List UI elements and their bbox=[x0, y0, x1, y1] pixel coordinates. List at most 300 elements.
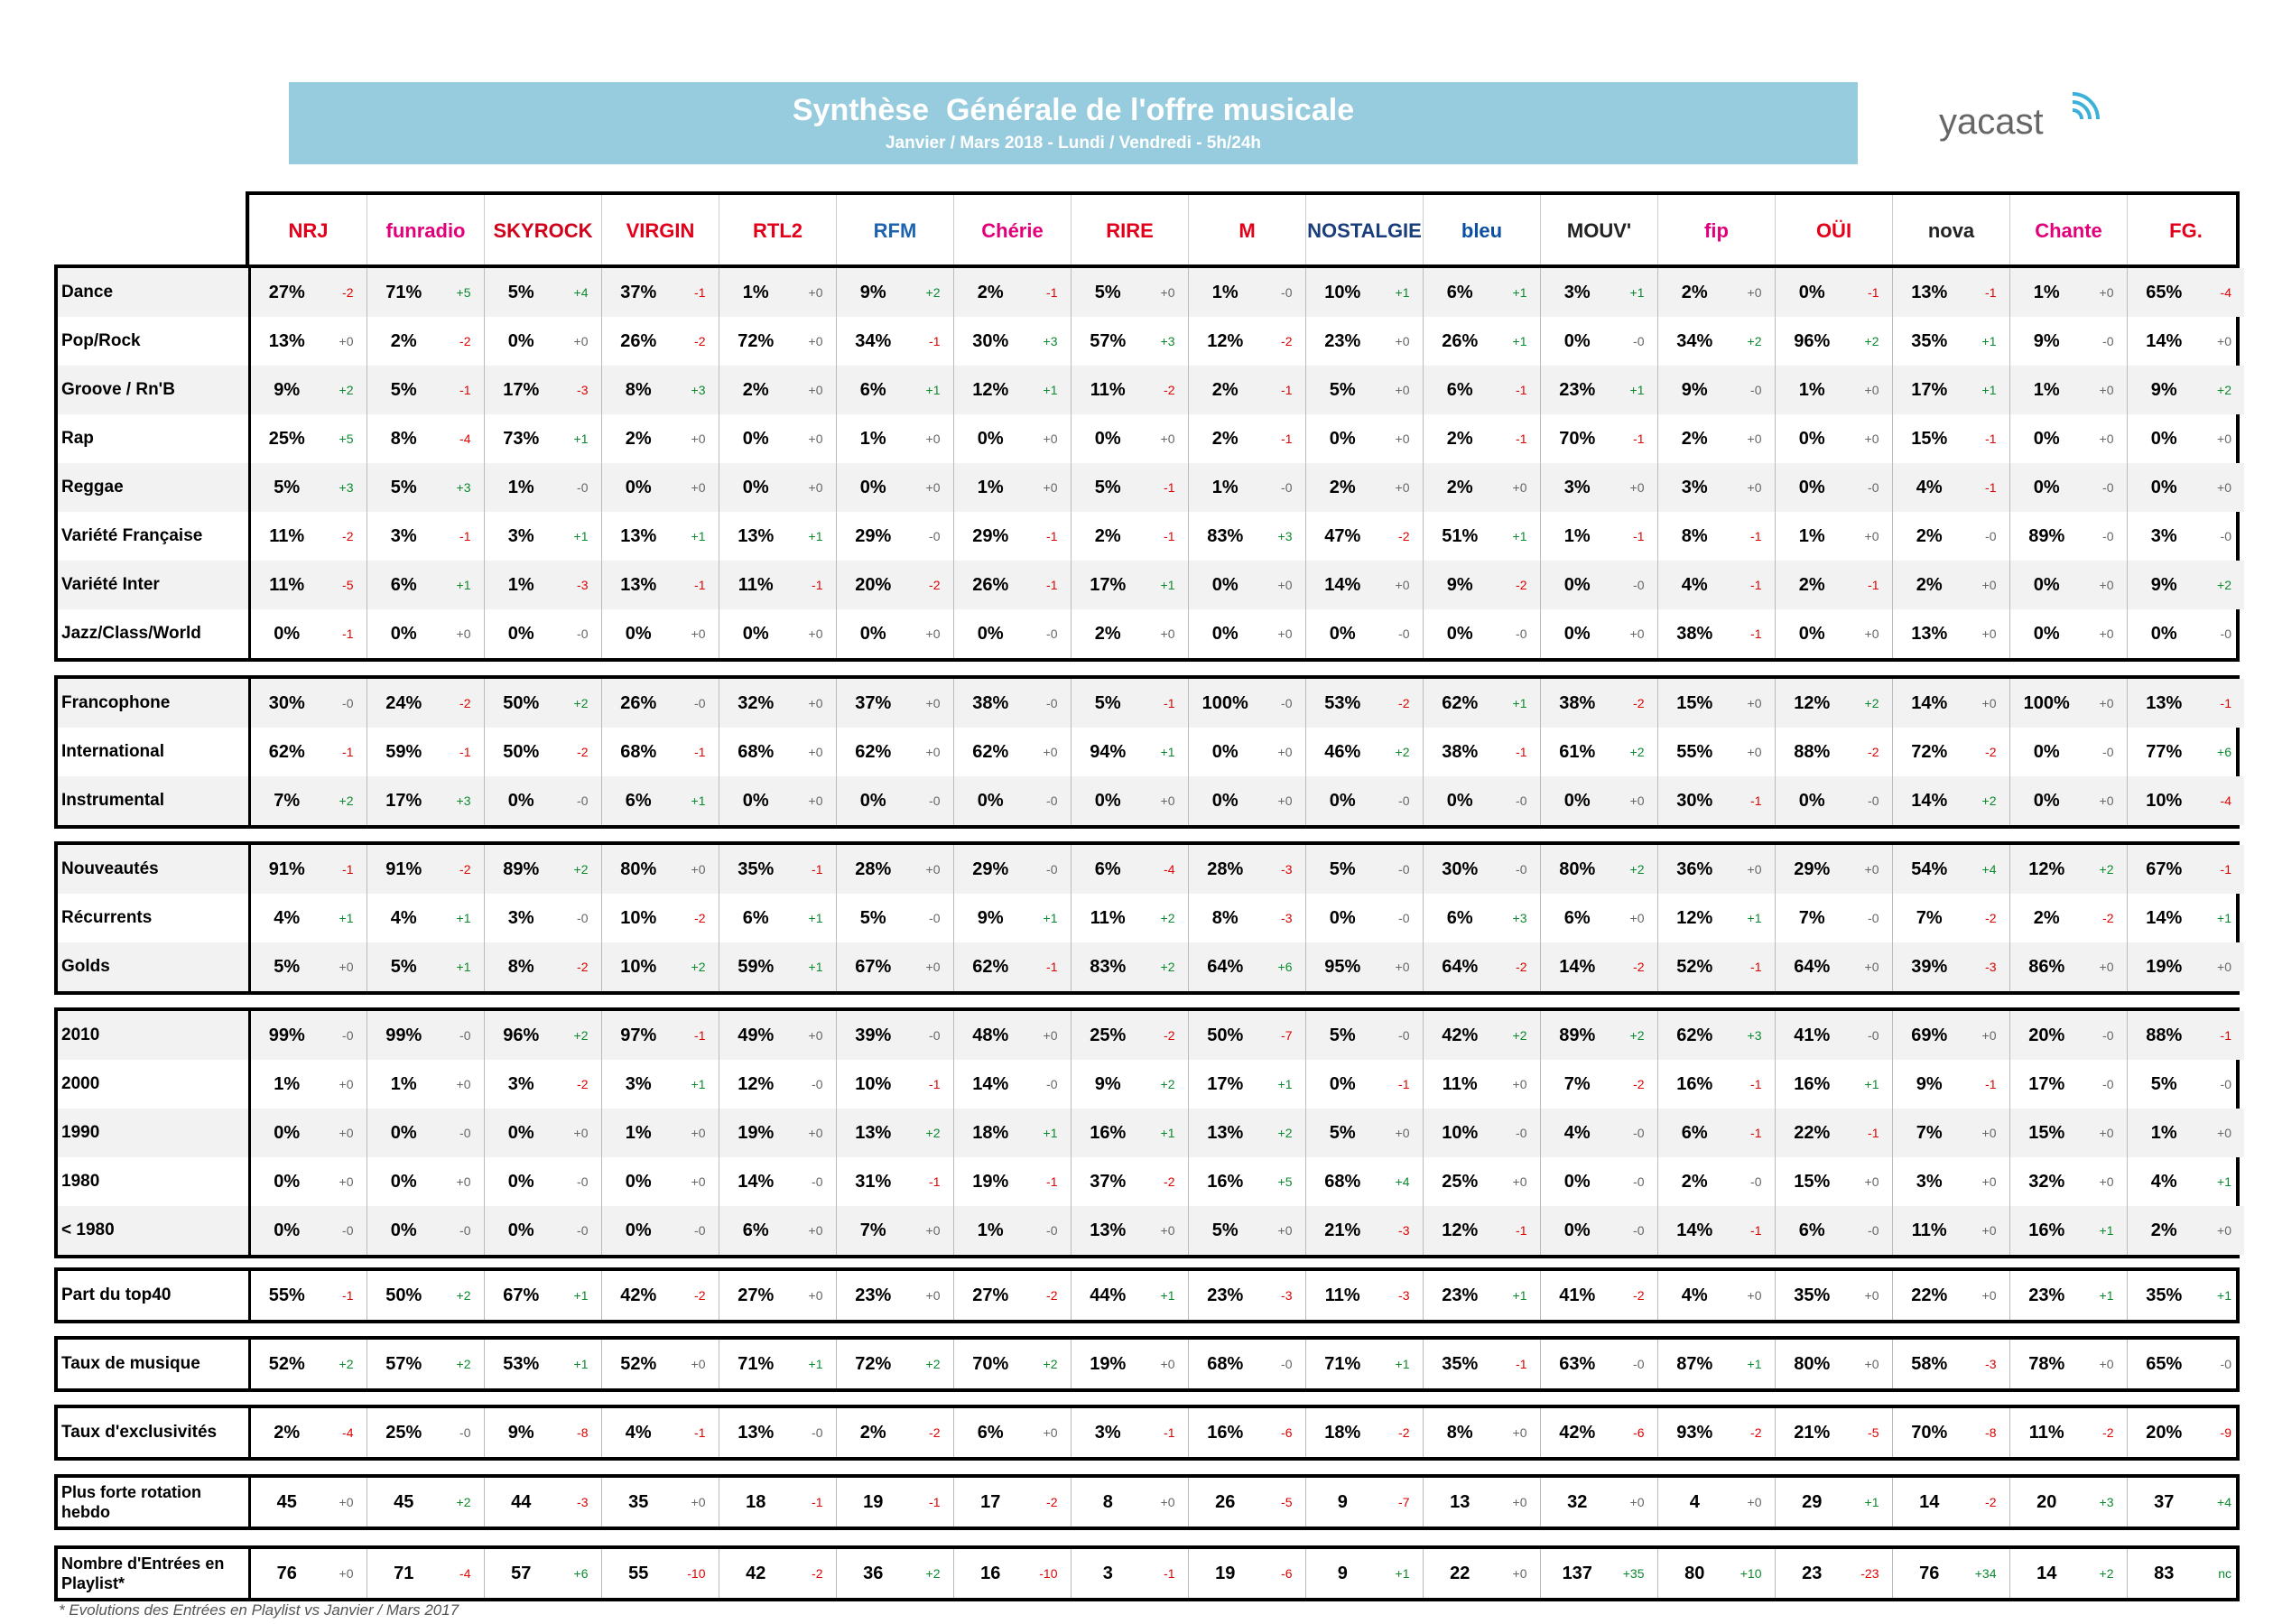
value-cell: 23% bbox=[1442, 1285, 1479, 1305]
row-label: Nombre d'Entrées en Playlist* bbox=[58, 1549, 249, 1598]
delta-cell: +2 bbox=[323, 366, 366, 414]
delta-cell: -3 bbox=[1262, 845, 1305, 894]
delta-cell: -4 bbox=[441, 1549, 484, 1598]
value-cell: 7% bbox=[1916, 907, 1943, 928]
value-cell: 65% bbox=[2127, 268, 2201, 317]
delta-cell: -2 bbox=[2083, 1408, 2127, 1457]
delta-cell: -0 bbox=[1966, 512, 2009, 561]
delta-cell: +0 bbox=[1145, 268, 1188, 317]
value-cell: 38% bbox=[1676, 623, 1713, 644]
delta-cell: -1 bbox=[1731, 561, 1775, 609]
delta-cell: +5 bbox=[323, 414, 366, 463]
delta-cell: +0 bbox=[1731, 1478, 1775, 1527]
delta-cell: -3 bbox=[1379, 1271, 1423, 1320]
value-cell: 2% bbox=[2127, 1206, 2201, 1255]
delta-cell: +6 bbox=[558, 1549, 601, 1598]
delta-cell: +4 bbox=[2217, 1495, 2231, 1509]
value-cell: 17% bbox=[1207, 1073, 1244, 1094]
value-cell: 27% bbox=[738, 1285, 775, 1305]
value-cell: 25% bbox=[1071, 1011, 1145, 1060]
delta-cell: +0 bbox=[910, 679, 953, 728]
delta-cell: -1 bbox=[675, 728, 719, 776]
delta-cell: -0 bbox=[1379, 1011, 1423, 1060]
delta-cell: +0 bbox=[1145, 776, 1188, 825]
value-cell: 12% bbox=[738, 1073, 775, 1094]
delta-cell: +0 bbox=[910, 463, 953, 512]
delta-cell: +1 bbox=[558, 414, 601, 463]
delta-cell: +0 bbox=[1614, 609, 1657, 658]
value-cell: 37% bbox=[601, 268, 675, 317]
value-cell: 6% bbox=[1071, 845, 1145, 894]
value-cell: 41% bbox=[1775, 1011, 1849, 1060]
value-cell: 9% bbox=[507, 1422, 534, 1443]
delta-cell: +0 bbox=[793, 317, 836, 366]
delta-cell: -4 bbox=[441, 414, 484, 463]
delta-cell: -2 bbox=[1614, 679, 1657, 728]
delta-cell: +0 bbox=[1849, 414, 1892, 463]
delta-cell: -1 bbox=[1145, 679, 1188, 728]
delta-cell: +4 bbox=[558, 268, 601, 317]
value-cell: 9% bbox=[2033, 330, 2060, 351]
delta-cell: +1 bbox=[2217, 1288, 2231, 1303]
value-cell: 8% bbox=[390, 428, 417, 449]
delta-cell: -10 bbox=[1027, 1549, 1071, 1598]
delta-cell: -3 bbox=[1379, 1206, 1423, 1255]
delta-cell: +6 bbox=[1262, 942, 1305, 991]
delta-cell: -0 bbox=[793, 1060, 836, 1109]
value-cell: 0% bbox=[2009, 463, 2083, 512]
value-cell: 70% bbox=[1911, 1422, 1948, 1443]
value-cell: 42% bbox=[620, 1285, 657, 1305]
value-cell: 37% bbox=[836, 679, 910, 728]
value-cell: 39% bbox=[836, 1011, 910, 1060]
delta-cell: +0 bbox=[910, 845, 953, 894]
delta-cell: +0 bbox=[1497, 1157, 1540, 1206]
value-cell: 76 bbox=[1919, 1563, 1940, 1583]
value-cell: 0% bbox=[1540, 561, 1614, 609]
value-cell: 3% bbox=[507, 907, 534, 928]
value-cell: 55% bbox=[268, 1285, 305, 1305]
delta-cell: +0 bbox=[323, 1109, 366, 1157]
delta-cell: +0 bbox=[2083, 366, 2127, 414]
station-logo-fg-: FG. bbox=[2127, 195, 2244, 267]
row-label: Rap bbox=[58, 414, 249, 463]
value-cell: 0% bbox=[1071, 776, 1145, 825]
delta-cell: -8 bbox=[1966, 1408, 2009, 1457]
delta-cell: -1 bbox=[1497, 414, 1540, 463]
value-cell: 52% bbox=[268, 1353, 305, 1374]
value-cell: 25% bbox=[385, 1422, 422, 1443]
delta-cell: -0 bbox=[1379, 609, 1423, 658]
value-cell: 9% bbox=[1423, 561, 1497, 609]
value-cell: 2% bbox=[625, 428, 652, 449]
delta-cell: +0 bbox=[1849, 609, 1892, 658]
delta-cell: -2 bbox=[441, 679, 484, 728]
delta-cell: -0 bbox=[558, 609, 601, 658]
value-cell: 32% bbox=[2028, 1171, 2065, 1192]
table-row bbox=[58, 317, 2244, 366]
delta-cell: +3 bbox=[441, 463, 484, 512]
value-cell: 14% bbox=[1892, 776, 1966, 825]
row-label: Reggae bbox=[58, 463, 249, 512]
value-cell: 9% bbox=[2127, 366, 2201, 414]
delta-cell: +0 bbox=[1379, 366, 1423, 414]
delta-cell: -0 bbox=[1262, 679, 1305, 728]
delta-cell: -1 bbox=[675, 1011, 719, 1060]
value-cell: 2% bbox=[1775, 561, 1849, 609]
value-cell: 62% bbox=[855, 741, 892, 762]
value-cell: 2% bbox=[953, 268, 1027, 317]
delta-cell: +0 bbox=[675, 845, 719, 894]
delta-cell: +1 bbox=[1027, 366, 1071, 414]
delta-cell: -1 bbox=[2201, 679, 2244, 728]
delta-cell: +5 bbox=[441, 268, 484, 317]
row-label: 2000 bbox=[58, 1060, 249, 1109]
delta-cell: -1 bbox=[1027, 268, 1071, 317]
delta-cell: +3 bbox=[441, 776, 484, 825]
value-cell: 67% bbox=[2127, 845, 2201, 894]
value-cell: 62% bbox=[268, 741, 305, 762]
value-cell: 12% bbox=[1676, 907, 1713, 928]
delta-cell: +1 bbox=[1145, 1109, 1188, 1157]
delta-cell: -3 bbox=[1262, 894, 1305, 942]
value-cell: 89% bbox=[484, 845, 558, 894]
delta-cell: +0 bbox=[558, 1109, 601, 1157]
value-cell: 2% bbox=[1892, 561, 1966, 609]
delta-cell: +0 bbox=[1849, 942, 1892, 991]
delta-cell: +2 bbox=[1497, 1011, 1540, 1060]
value-cell: 3% bbox=[1094, 1422, 1121, 1443]
delta-cell: +2 bbox=[1614, 1011, 1657, 1060]
value-cell: 29% bbox=[972, 525, 1009, 546]
value-cell: 5% bbox=[484, 268, 558, 317]
value-cell: 26 bbox=[1215, 1491, 1236, 1512]
delta-cell: -0 bbox=[2083, 317, 2127, 366]
delta-cell: -0 bbox=[2220, 1077, 2231, 1091]
table-row bbox=[58, 894, 2244, 942]
value-cell: 0% bbox=[274, 623, 301, 644]
value-cell: 51% bbox=[1442, 525, 1479, 546]
value-cell: 15% bbox=[1911, 428, 1948, 449]
delta-cell: -5 bbox=[323, 561, 366, 609]
delta-cell: +0 bbox=[1966, 1109, 2009, 1157]
delta-cell: +0 bbox=[910, 1206, 953, 1255]
delta-cell: +0 bbox=[1614, 463, 1657, 512]
value-cell: 20% bbox=[836, 561, 910, 609]
value-cell: 16% bbox=[1071, 1109, 1145, 1157]
delta-cell: +0 bbox=[1497, 1549, 1540, 1598]
value-cell: 9% bbox=[1657, 366, 1731, 414]
value-cell: 11% bbox=[1090, 907, 1126, 928]
delta-cell: -2 bbox=[675, 1271, 719, 1320]
delta-cell: -2 bbox=[1145, 1011, 1188, 1060]
value-cell: 4 bbox=[1689, 1491, 1700, 1512]
value-cell: 23% bbox=[1324, 330, 1361, 351]
value-cell: 0% bbox=[390, 623, 417, 644]
value-cell: 0% bbox=[1188, 561, 1262, 609]
delta-cell: +0 bbox=[793, 463, 836, 512]
delta-cell: -5 bbox=[1849, 1408, 1892, 1457]
delta-cell: -0 bbox=[1027, 679, 1071, 728]
delta-cell: +1 bbox=[2083, 1271, 2127, 1320]
value-cell: 14% bbox=[2146, 907, 2183, 928]
table-row bbox=[58, 1478, 2244, 1527]
value-cell: 73% bbox=[503, 428, 540, 449]
delta-cell: +0 bbox=[2083, 1157, 2127, 1206]
delta-cell: -0 bbox=[1614, 1206, 1657, 1255]
value-cell: 38% bbox=[953, 679, 1027, 728]
delta-cell: -0 bbox=[1849, 463, 1892, 512]
delta-cell: -0 bbox=[323, 679, 366, 728]
value-cell: 10% bbox=[2127, 776, 2201, 825]
value-cell: 87% bbox=[1676, 1353, 1713, 1374]
value-cell: 137 bbox=[1562, 1563, 1592, 1583]
value-cell: 34% bbox=[1676, 330, 1713, 351]
value-cell: 11% bbox=[1442, 1073, 1478, 1094]
delta-cell: -1 bbox=[1497, 366, 1540, 414]
value-cell: 50% bbox=[503, 741, 540, 762]
station-logo-skyrock: SKYROCK bbox=[484, 195, 601, 267]
value-cell: 17% bbox=[2028, 1073, 2065, 1094]
delta-cell: -0 bbox=[1614, 561, 1657, 609]
value-cell: 95% bbox=[1305, 942, 1379, 991]
delta-cell: -4 bbox=[2201, 776, 2244, 825]
value-cell: 52% bbox=[620, 1353, 657, 1374]
value-cell: 2% bbox=[859, 1422, 886, 1443]
value-cell: 2% bbox=[2033, 907, 2060, 928]
page-subtitle: Janvier / Mars 2018 - Lundi / Vendredi - 5h/24h bbox=[885, 134, 1262, 153]
delta-cell: +0 bbox=[1966, 1157, 2009, 1206]
value-cell: 2% bbox=[1681, 1171, 1708, 1192]
value-cell: 0% bbox=[2033, 741, 2060, 762]
delta-cell: +0 bbox=[1966, 679, 2009, 728]
delta-cell: -0 bbox=[1497, 845, 1540, 894]
value-cell: 52% bbox=[1657, 942, 1731, 991]
delta-cell: +0 bbox=[1497, 1408, 1540, 1457]
delta-cell: -0 bbox=[1262, 463, 1305, 512]
row-label: Plus forte rotation hebdo bbox=[58, 1478, 249, 1527]
value-cell: 67% bbox=[503, 1285, 540, 1305]
delta-cell: +0 bbox=[1379, 561, 1423, 609]
delta-cell: -1 bbox=[1379, 1060, 1423, 1109]
delta-cell: +0 bbox=[793, 414, 836, 463]
delta-cell: +0 bbox=[675, 1340, 719, 1388]
value-cell: 62% bbox=[972, 741, 1009, 762]
delta-cell: -3 bbox=[558, 1478, 601, 1527]
value-cell: 13% bbox=[620, 525, 657, 546]
delta-cell: +0 bbox=[1379, 1109, 1423, 1157]
value-cell: 15% bbox=[1657, 679, 1731, 728]
delta-cell: +1 bbox=[1731, 1340, 1775, 1388]
delta-cell: -2 bbox=[1849, 728, 1892, 776]
row-label: < 1980 bbox=[58, 1206, 249, 1255]
value-cell: 44% bbox=[1090, 1285, 1127, 1305]
value-cell: 3% bbox=[1657, 463, 1731, 512]
row-label: Récurrents bbox=[58, 894, 249, 942]
delta-cell: -1 bbox=[1966, 268, 2009, 317]
delta-cell: +0 bbox=[675, 463, 719, 512]
value-cell: 13% bbox=[1071, 1206, 1145, 1255]
delta-cell: +2 bbox=[1849, 317, 1892, 366]
value-cell: 4% bbox=[390, 907, 417, 928]
delta-cell: +2 bbox=[675, 942, 719, 991]
value-cell: 0% bbox=[1423, 776, 1497, 825]
delta-cell: +0 bbox=[793, 1271, 836, 1320]
delta-cell: +4 bbox=[1379, 1157, 1423, 1206]
value-cell: 2% bbox=[1916, 525, 1943, 546]
value-cell: 0% bbox=[249, 1109, 323, 1157]
delta-cell: +0 bbox=[910, 414, 953, 463]
value-cell: 70% bbox=[972, 1353, 1009, 1374]
value-cell: 0% bbox=[1563, 330, 1591, 351]
delta-cell: +0 bbox=[441, 609, 484, 658]
delta-cell: -2 bbox=[1966, 894, 2009, 942]
value-cell: 11% bbox=[1071, 366, 1145, 414]
delta-cell: +2 bbox=[441, 1271, 484, 1320]
value-cell: 8% bbox=[1446, 1422, 1473, 1443]
value-cell: 19% bbox=[2127, 942, 2201, 991]
value-cell: 14 bbox=[2036, 1563, 2057, 1583]
delta-cell: +0 bbox=[793, 728, 836, 776]
delta-cell: -2 bbox=[323, 268, 366, 317]
delta-cell: -0 bbox=[558, 1206, 601, 1255]
delta-cell: -0 bbox=[910, 894, 953, 942]
value-cell: 64% bbox=[1188, 942, 1262, 991]
delta-cell: -2 bbox=[1966, 1478, 2009, 1527]
value-cell: 72% bbox=[738, 330, 775, 351]
delta-cell: +2 bbox=[910, 1340, 953, 1388]
delta-cell: +2 bbox=[323, 1340, 366, 1388]
delta-cell: +0 bbox=[1614, 894, 1657, 942]
table-row bbox=[58, 679, 2244, 728]
delta-cell: +2 bbox=[1145, 942, 1188, 991]
station-logo-france-bleu: bleu bbox=[1423, 195, 1540, 267]
delta-cell: +0 bbox=[323, 1549, 366, 1598]
station-logo-mouv-: MOUV' bbox=[1540, 195, 1657, 267]
delta-cell: +1 bbox=[793, 1340, 836, 1388]
delta-cell: -0 bbox=[1027, 1060, 1071, 1109]
delta-cell: +1 bbox=[1497, 317, 1540, 366]
delta-cell: +0 bbox=[1262, 561, 1305, 609]
delta-cell: -1 bbox=[1614, 512, 1657, 561]
delta-cell: +0 bbox=[675, 1478, 719, 1527]
delta-cell: +0 bbox=[1379, 317, 1423, 366]
value-cell: 9% bbox=[977, 907, 1004, 928]
value-cell: 41% bbox=[1559, 1285, 1596, 1305]
section-language bbox=[54, 675, 2240, 829]
value-cell: 13% bbox=[1911, 623, 1948, 644]
delta-cell: -1 bbox=[793, 561, 836, 609]
row-label: Taux de musique bbox=[58, 1340, 249, 1388]
delta-cell: +0 bbox=[2217, 432, 2231, 446]
value-cell: 21% bbox=[1794, 1422, 1831, 1443]
value-cell: 20 bbox=[2036, 1491, 2057, 1512]
delta-cell: +2 bbox=[2201, 366, 2244, 414]
delta-cell: -0 bbox=[1379, 776, 1423, 825]
delta-cell: +3 bbox=[675, 366, 719, 414]
delta-cell: -1 bbox=[323, 1271, 366, 1320]
value-cell: 25% bbox=[268, 428, 305, 449]
delta-cell: -1 bbox=[1731, 512, 1775, 561]
value-cell: 10% bbox=[620, 907, 657, 928]
delta-cell: +0 bbox=[1731, 679, 1775, 728]
value-cell: 100% bbox=[1188, 679, 1262, 728]
delta-cell: +2 bbox=[1379, 728, 1423, 776]
delta-cell: +0 bbox=[1262, 609, 1305, 658]
section-genres bbox=[54, 264, 2240, 662]
delta-cell: -0 bbox=[1497, 609, 1540, 658]
section-rotation bbox=[54, 1474, 2240, 1530]
station-logo-fun-radio: funradio bbox=[366, 195, 484, 267]
value-cell: 19 bbox=[863, 1491, 884, 1512]
delta-cell: -1 bbox=[323, 609, 366, 658]
value-cell: 0% bbox=[953, 776, 1027, 825]
value-cell: 5% bbox=[1071, 463, 1145, 512]
delta-cell: +3 bbox=[1262, 512, 1305, 561]
row-label: 1990 bbox=[58, 1109, 249, 1157]
delta-cell: -1 bbox=[1849, 1109, 1892, 1157]
delta-cell: +2 bbox=[1966, 776, 2009, 825]
delta-cell: nc bbox=[2218, 1566, 2231, 1581]
value-cell: 14% bbox=[972, 1073, 1009, 1094]
value-cell: 2% bbox=[1681, 428, 1708, 449]
delta-cell: -0 bbox=[1731, 1157, 1775, 1206]
value-cell: 16% bbox=[1794, 1073, 1831, 1094]
delta-cell: -0 bbox=[1849, 776, 1892, 825]
delta-cell: -1 bbox=[1145, 1408, 1188, 1457]
delta-cell: +0 bbox=[2083, 268, 2127, 317]
value-cell: 0% bbox=[1211, 623, 1239, 644]
delta-cell: +3 bbox=[1145, 317, 1188, 366]
delta-cell: -0 bbox=[910, 776, 953, 825]
value-cell: 4% bbox=[625, 1422, 652, 1443]
delta-cell: +0 bbox=[1731, 414, 1775, 463]
value-cell: 27% bbox=[249, 268, 323, 317]
delta-cell: -0 bbox=[2083, 463, 2127, 512]
delta-cell: +1 bbox=[1379, 1549, 1423, 1598]
value-cell: 13% bbox=[836, 1109, 910, 1157]
delta-cell: +0 bbox=[793, 268, 836, 317]
delta-cell: -2 bbox=[441, 317, 484, 366]
value-cell: 1% bbox=[1798, 525, 1825, 546]
station-logo-nostalgie: NOSTALGIE bbox=[1305, 195, 1423, 267]
delta-cell: +0 bbox=[1731, 268, 1775, 317]
delta-cell: +1 bbox=[1849, 1060, 1892, 1109]
delta-cell: +0 bbox=[1027, 1011, 1071, 1060]
value-cell: 29% bbox=[855, 525, 892, 546]
delta-cell: +0 bbox=[2083, 1340, 2127, 1388]
value-cell: 6% bbox=[977, 1422, 1004, 1443]
delta-cell: -0 bbox=[675, 1206, 719, 1255]
delta-cell: -0 bbox=[441, 1206, 484, 1255]
row-label: Nouveautés bbox=[58, 845, 249, 894]
delta-cell: -3 bbox=[1966, 1340, 2009, 1388]
delta-cell: +0 bbox=[793, 1011, 836, 1060]
value-cell: 0% bbox=[1540, 776, 1614, 825]
delta-cell: -2 bbox=[1497, 561, 1540, 609]
delta-cell: +0 bbox=[1849, 845, 1892, 894]
value-cell: 0% bbox=[2150, 623, 2177, 644]
delta-cell: +0 bbox=[1849, 1340, 1892, 1388]
delta-cell: +2 bbox=[1027, 1340, 1071, 1388]
value-cell: 0% bbox=[1775, 463, 1849, 512]
value-cell: 17% bbox=[484, 366, 558, 414]
delta-cell: +0 bbox=[323, 1157, 366, 1206]
value-cell: 26% bbox=[1442, 330, 1479, 351]
delta-cell: +0 bbox=[2083, 561, 2127, 609]
value-cell: 7% bbox=[1563, 1073, 1591, 1094]
value-cell: 5% bbox=[859, 907, 886, 928]
